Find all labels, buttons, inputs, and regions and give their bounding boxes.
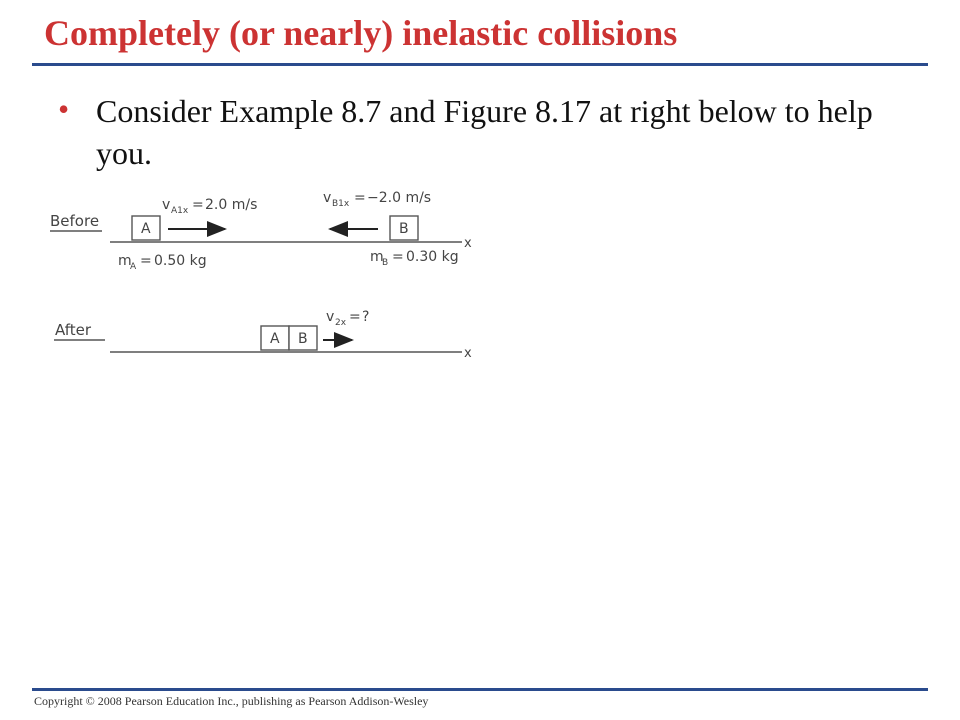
block-a-before-label: A (141, 221, 151, 237)
velocity-final-value: ? (362, 309, 370, 325)
svg-text:A: A (130, 262, 137, 272)
velocity-final-label (326, 309, 369, 328)
mass-b-value: 0.30 kg (406, 249, 459, 265)
bullet-item (0, 84, 960, 184)
footer-divider (32, 688, 928, 691)
title-divider (32, 63, 928, 66)
svg-text:=: = (349, 309, 361, 325)
block-b-after-label: B (298, 331, 308, 347)
mass-a-value: 0.50 kg (154, 253, 207, 269)
before-label: Before (50, 212, 100, 230)
collision-figure (40, 188, 490, 368)
svg-text:m: m (370, 249, 384, 265)
after-panel (54, 309, 472, 361)
svg-text:=: = (392, 249, 404, 265)
copyright-text: Copyright © 2008 Pearson Education Inc., publishing as Pearson Addison-Wesley (34, 694, 429, 708)
svg-text:v: v (326, 309, 335, 325)
svg-text:=: = (192, 197, 204, 213)
bullet-marker: • (58, 91, 70, 127)
before-axis-label: x (464, 236, 472, 251)
svg-text:2x: 2x (335, 318, 347, 328)
after-label: After (55, 321, 92, 339)
svg-text:m: m (118, 253, 132, 269)
velocity-b-value: −2.0 m/s (367, 190, 432, 206)
velocity-a-value: 2.0 m/s (205, 197, 258, 213)
svg-text:v: v (323, 190, 332, 206)
mass-b-label (370, 249, 459, 268)
svg-text:B1x: B1x (332, 199, 350, 209)
before-panel (50, 190, 472, 272)
svg-text:v: v (162, 197, 171, 213)
slide-title: Completely (or nearly) inelastic collisions (44, 13, 678, 53)
after-axis-label: x (464, 346, 472, 361)
mass-a-label (118, 253, 207, 272)
svg-text:=: = (140, 253, 152, 269)
svg-text:=: = (354, 190, 366, 206)
bullet-text: Consider Example 8.7 and Figure 8.17 at right below to help you. (96, 93, 873, 171)
svg-text:A1x: A1x (171, 206, 189, 216)
collision-diagram (40, 188, 490, 368)
svg-text:B: B (382, 258, 389, 268)
velocity-b-label (323, 190, 431, 209)
block-a-after-label: A (270, 331, 280, 347)
velocity-a-label (162, 197, 257, 216)
block-b-before-label: B (399, 221, 409, 237)
